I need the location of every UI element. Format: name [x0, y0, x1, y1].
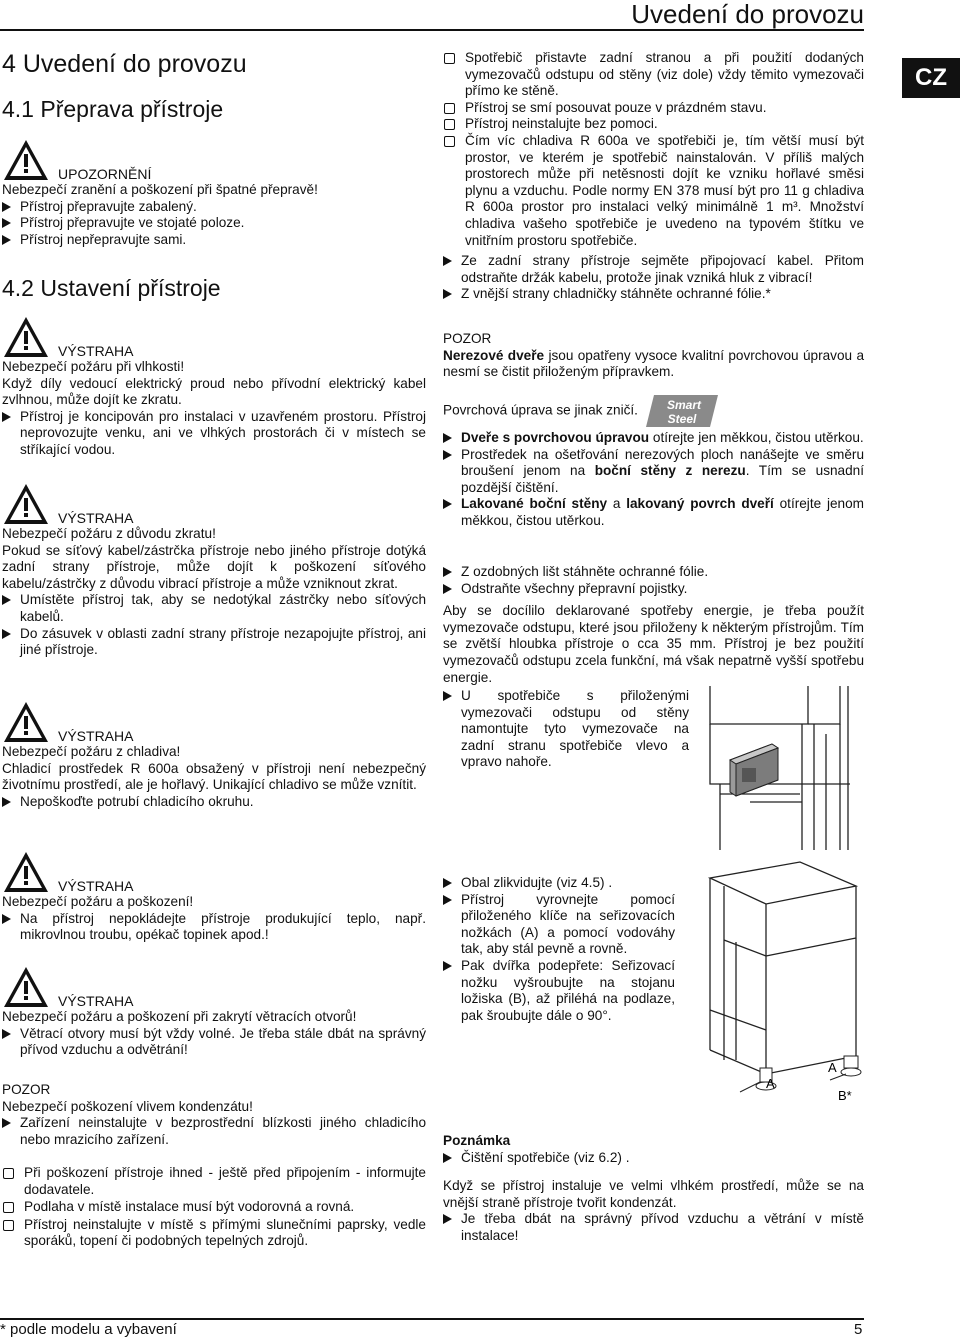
warning-refrigerant: [2, 700, 426, 810]
chapter-title: 4 Uvedení do provozu: [2, 50, 247, 78]
list-item: Čištění spotřebiče (viz 6.2) .: [443, 1150, 864, 1167]
bullet-arrow-icon: [443, 584, 452, 594]
check-item: Přístroj se smí posouvat pouze v prázdném stavu.: [443, 100, 864, 117]
bullet-arrow-icon: [443, 878, 452, 888]
left-column-2: [2, 275, 426, 301]
warning-title: VÝSTRAHA: [58, 343, 134, 359]
bullet-arrow-icon: [2, 202, 11, 212]
smart-steel-logo: [644, 393, 720, 429]
svg-text:Smart: Smart: [666, 397, 701, 412]
warning-triangle-icon: [2, 315, 50, 359]
bullet-arrow-icon: [2, 595, 11, 605]
section-4-2-title: 4.2 Ustavení přístroje: [2, 275, 221, 301]
list-item: Odstraňte všechny přepravní pojistky.: [443, 581, 864, 598]
list-item: Je třeba dbát na správný přívod vzduchu a větrání v místě instalace!: [443, 1211, 864, 1244]
warning-title: VÝSTRAHA: [58, 510, 134, 526]
warning-triangle-icon: [2, 850, 50, 894]
caution-title: POZOR: [2, 1082, 51, 1097]
header-rule: [0, 29, 864, 31]
running-header: Uvedení do provozu: [631, 0, 864, 29]
list-item: Obal zlikvidujte (viz 4.5) .: [443, 875, 675, 892]
bullet-arrow-icon: [443, 1214, 452, 1224]
bullet-arrow-icon: [2, 1118, 11, 1128]
warning-triangle-icon: [2, 965, 50, 1009]
bullet-arrow-icon: [443, 691, 452, 701]
check-item: Přístroj neinstalujte v místě s přímými slunečními paprsky, vedle sporáků, topení či podobných tepelných zdrojů.: [2, 1217, 426, 1250]
bullet-arrow-icon: [443, 433, 452, 443]
bullet-arrow-icon: [443, 895, 452, 905]
list-item: Přístroj je koncipován pro instalaci v uzavřeném prostoru. Přístroj neprovozujte venku, ani ve vlhkých prostorách či v místech se stříkající vodou.: [2, 409, 426, 459]
bullet-arrow-icon: [443, 1153, 452, 1163]
bullet-arrow-icon: [2, 1029, 11, 1039]
bullet-arrow-icon: [2, 235, 11, 245]
warning-text: Nebezpečí požáru a poškození!: [2, 894, 194, 909]
warning-triangle-icon: [2, 138, 50, 182]
list-item: Prostředek na ošetřování nerezových ploch nanášejte ve směru broušení jenom na boční stěny z nerezu. Tím se usnadní pozdější čištění.: [443, 447, 864, 497]
list-item: Na přístroj nepokládejte přístroje produkující teplo, např. mikrovlnou troubu, opékač topinek apod.!: [2, 911, 426, 944]
caution-stainless: [443, 331, 864, 429]
list-item: U spotřebiče s přiloženými vymezovači odstupu od stěny namontujte tyto vymezovače na zadní stranu spotřebiče vlevo a vpravo nahoře.: [443, 688, 689, 771]
warning-vents: [2, 965, 426, 1059]
bullet-arrow-icon: [443, 499, 452, 509]
bullet-arrow-icon: [443, 450, 452, 460]
list-item: Přístroj vyrovnejte pomocí přiloženého klíče na seřizovacích nožkách (A) a pomocí vodováhy tak, aby stál pevně a rovně.: [443, 892, 675, 958]
bullet-arrow-icon: [2, 914, 11, 924]
list-item: Přístroj nepřepravujte sami.: [2, 232, 426, 249]
check-item: Spotřebič přistavte zadní stranou a při použití dodaných vymezovačů odstupu od stěny (viz dole) vždy těmito vymezovači přímo ke stěně.: [443, 50, 864, 100]
warning-title: UPOZORNĚNÍ: [58, 166, 152, 182]
caution-title: POZOR: [443, 331, 492, 346]
warning-text: Nebezpečí zranění a poškození při špatné přepravě!: [2, 182, 318, 197]
check-item: Přístroj neinstalujte bez pomoci.: [443, 116, 864, 133]
caution-text: Nebezpečí poškození vlivem kondenzátu!: [2, 1098, 253, 1114]
warning-short-circuit: [2, 482, 426, 659]
checkbox-square-icon: [444, 103, 455, 114]
warning-humidity: [2, 315, 426, 459]
leveling-feet-illustration: [680, 860, 864, 1110]
warning-text: Nebezpečí požáru z důvodu zkratu!: [2, 526, 216, 541]
list-item: Lakované boční stěny a lakovaný povrch dveří otírejte jenom měkkou, čistou utěrkou.: [443, 496, 864, 529]
bullet-arrow-icon: [443, 567, 452, 577]
warning-text: Nebezpečí požáru při vlhkosti!: [2, 359, 185, 374]
list-item: Ze zadní strany přístroje sejměte připojovací kabel. Přitom odstraňte držák kabelu, protože jinak vzniká hluk z vibrací!: [443, 253, 864, 286]
note-title: Poznámka: [443, 1133, 511, 1148]
left-column: [2, 50, 426, 248]
checkbox-square-icon: [444, 136, 455, 147]
caution-text: Nerezové dveře jsou opatřeny vysoce kvalitní povrchovou úpravou a nesmí se čistit přiloženým přípravkem.: [443, 347, 865, 380]
bullet-arrow-icon: [443, 289, 452, 299]
wall-spacer-illustration: [690, 684, 864, 852]
warning-title: VÝSTRAHA: [58, 878, 134, 894]
list-item: Do zásuvek v oblasti zadní strany přístroje nezapojujte přístroj, ani jiné přístroje.: [2, 626, 426, 659]
list-item: Z ozdobných lišt stáhněte ochranné fólie.: [443, 564, 864, 581]
warning-title: VÝSTRAHA: [58, 993, 134, 1009]
warning-text: Nebezpečí požáru a poškození při zakrytí větracích otvorů!: [2, 1009, 357, 1024]
bullet-arrow-icon: [2, 218, 11, 228]
right-list-2: [443, 564, 864, 686]
caution-condensate: [2, 1082, 426, 1148]
warning-transport: [2, 138, 426, 248]
note-block: [443, 1133, 864, 1245]
check-item: Podlaha v místě instalace musí být vodorovná a rovná.: [2, 1199, 426, 1216]
right-column: [443, 50, 864, 303]
energy-paragraph: Aby se docílilo deklarované spotřeby energie, je třeba použít vymezovače odstupu, které jsou přiloženy k některým přístrojům. Tím se zvětší hloubka přístroje o cca 35 mm. Přístroj je bez použití vymezovačů odstupu zcela funkční, má však nepatrně vyšší spotřebu energie.: [443, 603, 864, 685]
checkbox-square-icon: [3, 1220, 14, 1231]
bullet-arrow-icon: [2, 797, 11, 807]
warning-text: Když díly vedoucí elektrický proud nebo přívodní elektrický kabel zvlhnou, může dojít ke zkratu.: [2, 375, 426, 408]
callout-a-label: A: [828, 1060, 837, 1075]
leveling-list: [443, 875, 675, 1024]
humidity-paragraph: Když se přístroj instaluje ve velmi vlhkém prostředí, může se na vnější straně přístroje tvořit kondenzát.: [443, 1178, 864, 1210]
bullet-arrow-icon: [2, 629, 11, 639]
warning-title: VÝSTRAHA: [58, 728, 134, 744]
page-number: 5: [854, 1321, 863, 1338]
section-4-1-title: 4.1 Přeprava přístroje: [2, 96, 224, 122]
list-item: Z vnější strany chladničky stáhněte ochranné fólie.*: [443, 286, 864, 303]
bullet-arrow-icon: [443, 961, 452, 971]
warning-triangle-icon: [2, 700, 50, 744]
warning-triangle-icon: [2, 482, 50, 526]
list-item: Přístroj přepravujte ve stojaté poloze.: [2, 215, 426, 232]
callout-a-label: A: [766, 1076, 775, 1091]
svg-text:Steel: Steel: [667, 411, 697, 426]
left-checklist: [2, 1165, 426, 1250]
list-item: Nepoškoďte potrubí chladicího okruhu.: [2, 794, 426, 811]
check-item: Čím víc chladiva R 600a ve spotřebiči je, tím větší musí být prostor, ve kterém je spotřebič nainstalován. V příliš malých prostorech může při netěsnosti dojít ke vzniku hořlavé směsi plynu a vzduchu. Podle normy EN 378 musí být pro 11 g chladiva R 600a prostor pro instalaci velký minimálně 1 m³. Množství chladiva vašeho spotřebiče je uvedeno na typovém štítku ve vnitřním prostoru spotřebiče.: [443, 133, 864, 249]
right-care-list: [443, 430, 864, 530]
checkbox-square-icon: [3, 1168, 14, 1179]
list-item: Dveře s povrchovou úpravou otírejte jen měkkou, čistou utěrkou.: [443, 430, 864, 447]
warning-heat: [2, 850, 426, 944]
warning-text: Pokud se síťový kabel/zástrčka přístroje nebo jiného přístroje dotýká zadní strany přístroje, může dojít k poškození síťového kabelu/zástrčky z důvodu vibrací přístroje a může vzniknout zkrat.: [2, 542, 426, 591]
bullet-arrow-icon: [2, 412, 11, 422]
surface-note: Povrchová úprava se jinak zničí. Smart Steel: [443, 393, 864, 429]
list-item: Zařízení neinstalujte v bezprostřední blízkosti jiného chladicího nebo mrazicího zařízení.: [2, 1115, 426, 1148]
list-item: Umístěte přístroj tak, aby se nedotýkal zástrčky nebo síťových kabelů.: [2, 592, 426, 625]
callout-b-label: B*: [838, 1088, 852, 1103]
checkbox-square-icon: [444, 119, 455, 130]
warning-text: Chladicí prostředek R 600a obsažený v přístroji není nebezpečný životnímu prostředí, ale je hořlavý. Unikající chladivo se může vznítit.: [2, 760, 426, 793]
checkbox-square-icon: [3, 1202, 14, 1213]
list-item: Přístroj přepravujte zabalený.: [2, 199, 426, 216]
spacer-item: [443, 688, 689, 771]
warning-text: Nebezpečí požáru z chladiva!: [2, 744, 181, 759]
checkbox-square-icon: [444, 53, 455, 64]
list-item: Pak dvířka podepřete: Seřizovací nožku vyšroubujte na stojanu ložiska (B), až přiléhá na podlaze, pak šroubujte dále o 90°.: [443, 958, 675, 1024]
bullet-arrow-icon: [443, 256, 452, 266]
list-item: Větrací otvory musí být vždy volné. Je třeba stále dbát na správný přívod vzduchu a odvětrání!: [2, 1026, 426, 1059]
footer-rule: [0, 1318, 864, 1320]
footer-note: * podle modelu a vybavení: [0, 1321, 177, 1338]
check-item: Při poškození přístroje ihned - ještě před připojením - informujte dodavatele.: [2, 1165, 426, 1198]
language-tab: CZ: [902, 58, 960, 98]
